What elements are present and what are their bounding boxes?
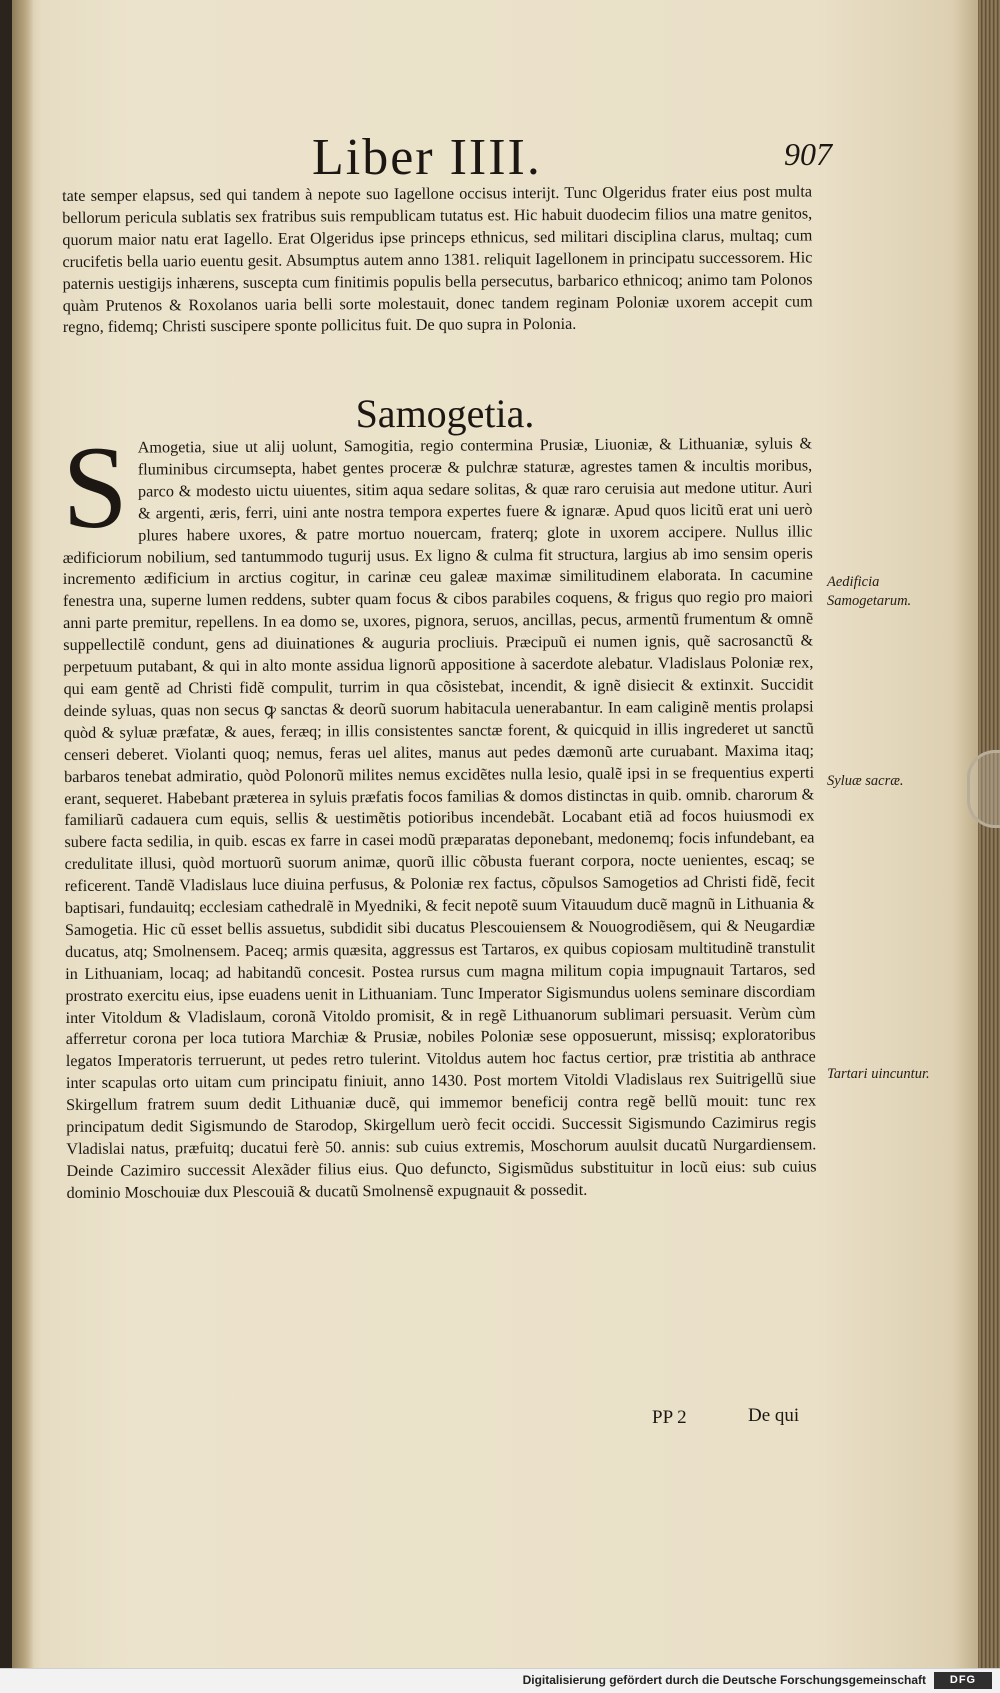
signature-mark: PP 2 <box>652 1407 687 1428</box>
page-number: 907 <box>784 136 832 172</box>
footer-credit: Digitalisierung gefördert durch die Deutsche Forschungsgemeinschaft <box>522 1673 926 1687</box>
paragraph-body: Amogetia, siue ut alij uolunt, Samogitia, regio contermina Prusiæ, Liuoniæ, & Lithuaniæ, syluis & fluminibus circumsepta, habet gentes proceræ & pulchræ staturæ, agrestes tamen & incultis moribus, parco & modesto uictu uiuentes, sitim aqua sedare solitas, & quæ raro ceruisia aut medone utitur. Auri & argenti, æris, ferri, uini ante nostra tempora expertes fuere & ignaræ. Apud quos licitũ erat uni uerò plures habere uxores, & patre mortuo nouercam, fraterq; glote in uxorem accipere. Nullus illic ædificiorum nobilium, sed tantummodo tugurij usus. Ex ligno & culma fit structura, largius ab imo sensim operis incremento ædificium in arctius cogitur, in carinæ ceu galeæ maximæ similitudinem elaborata. In cacumine fenestra una, superne lumen reddens, subter quam focus & cibos parabiles coquens, & frigus quo regio pro maiori anni parte premitur, repellens. In ea domo se, uxores, pignora, seruos, ancillas, pecus, armentũ frumentum & omnẽ suppellectilẽ condunt, gens ad diuinationes & auguria procliuis. Præcipuũ ei numen ignis, quẽ sacrosanctũ & perpetuum putabant, & qui in alto monte assidua lignorũ appositione à sacerdote alebatur. Vladislaus Poloniæ rex, qui eam gentẽ ad Christi fidẽ compulit, turrim in qua cõsistebat, incendit, & ignẽ disiecit & extinxit. Succidit deinde syluas, quas non secus ꝙ sanctas & deorũ suorum habitacula uenerabantur. In eam caliginẽ mentis prolapsi quòd & syluæ præfatæ, & aues, feræq; in illis consistentes sanctæ forent, & quicquid in illis ingrederet ut sanctũ censeri deberet. Violanti quoq; nemus, feras uel alites, manus aut pedes dæmonũ arte curuabant. Maxima itaq; barbaros tenebat admiratio, quòd Polonorũ milites nemus excidẽtes nulla lesio, qualẽ ipsi in se frequentius experti erant, sequeret. Habebant præterea in syluis præfatis focos familias & domos distinctas in quib. omnib. charorum & familiarũ cadauera cum equis, sellis & uestimẽtis potioribus incendebãt. Locabant etiã ad focos huiusmodi ex subere facta sedilia, in quib. escas ex farre in casei modũ præparatas deponebant, medonemq; focis infundebant, ea credulitate illusi, quòd mortuorũ suorum animæ, quorũ illic cõbusta fuerant corpora, nocte uenientes, escaq; se reficerent. Tandẽ Vladislaus luce diuina perfusus, & Poloniæ rex factus, cõpulsos Samogetios ad Christi fidẽ, fecit baptisari, fundauitq; ecclesiam cathedralẽ in Myedniki, & fecit nepotẽ suum Vitauudum ducẽ magnũ in Lithuania & Samogetia. Hic cũ esset bellis assuetus, subdidit sibi ducatus Plescouiensem & Nouogrodiẽsem, qui & Neugardiæ ducatus, atq; Smolnensem. Paceq; armis quæsita, aggressus est Tartaros, ex quibus copiosam multitudinẽ transtulit in Lithuaniam, locaq; ad habitandũ concesit. Postea rursus cum magna militum copia impugnauit Tartaros, sed prostrato exercitu eius, ipse euadens uenit in Lithuaniam. Tunc Imperator Sigismundus uolens seminare discordiam inter Vitoldum & Vladislaum, coronã Vitoldo promisit, & in regẽ Lithuanorum sublimari persuasit. Verùm cùm afferretur corona per loca tutiora Marchiæ & Prusiæ, nobiles Poloniæ sese opposuerunt, missisq; exploratoribus legatos Imperatoris terruerunt, ut pedes retro tulerint. Vitoldus autem hoc factus certior, præ tristitia ab anthrace inter scapulas orto uitam cum principatu finiuit, anno 1430. Post mortem Vitoldi Vladislaus rex Suitrigellũ siue Skirgellum fratrem suum dedit Lithuaniæ ducẽ, qui immemor beneficij contra regẽ bellũ mouit: tunc rex principatum dedit Sigismundo de Starodop, Skirgellum uerò fecit occidi. Successit Sigismundo Cazimirus regis Vladislai natus, præfuitq; ducatui ferè 50. annis: sub cuius extremis, Moschorum auulsit ducatũ Nurgardiensem. Deinde Cazimiro successit Alexãder filius eius. Quo defuncto, Sigismũdus substituitur in locũ eius: sub cuius dominio Moschouiæ dux Plescouiã & ducatũ Smolnensẽ expugnauit & possedit. <box>62 434 817 1202</box>
margin-note-sacred-woods: Syluæ sacræ. <box>827 773 904 789</box>
margin-note-buildings: Aedificia Samogetarum. <box>827 574 912 609</box>
paragraph-continuation: tate semper elapsus, sed qui tandem à nepote suo Iagellone occisus interijt. Tunc Olgeridus frater eius post multa bellorum pericula sublatis sex fratribus suis rempublicam tutatus est. Hic habuit duodecim filios una matre genitos, quorum maior natu erat Iagello. Erat Olgeridus ipse princeps ethnicus, sed militari disciplina clarus, multaq; cum crucifetis bella uario euentu gesit. Absumptus autem anno 1381. reliquit Iagellonem in principatu successorem. Hic paternis uestigijs inhærens, suscepta cum finitimis populis bella persecutus, barbarico ethnicoq; animo tam Polonos quàm Prutenos & Roxolanos uaria belli sorte molestauit, donec tandem reginam Poloniæ uxorem accepit cum regno, fidemq; Christi suscipere sponte pollicitus fuit. De quo supra in Polonia. <box>62 182 813 337</box>
running-title: Liber IIII. <box>312 129 542 186</box>
book-page <box>12 0 978 1668</box>
drop-cap: S <box>61 421 129 553</box>
page-header <box>312 128 832 188</box>
footer-bar <box>0 1668 1000 1693</box>
section-heading: Samogetia. <box>355 391 535 436</box>
page-fore-edge <box>978 0 1000 1668</box>
paragraph-samogetia <box>61 421 817 1204</box>
book-clasp <box>967 750 1000 828</box>
book-gutter <box>12 0 34 1668</box>
margin-note-tartars: Tartari uincuntur. <box>827 1066 930 1082</box>
dfg-logo: DFG <box>934 1672 992 1689</box>
catchword: De qui <box>748 1405 800 1426</box>
